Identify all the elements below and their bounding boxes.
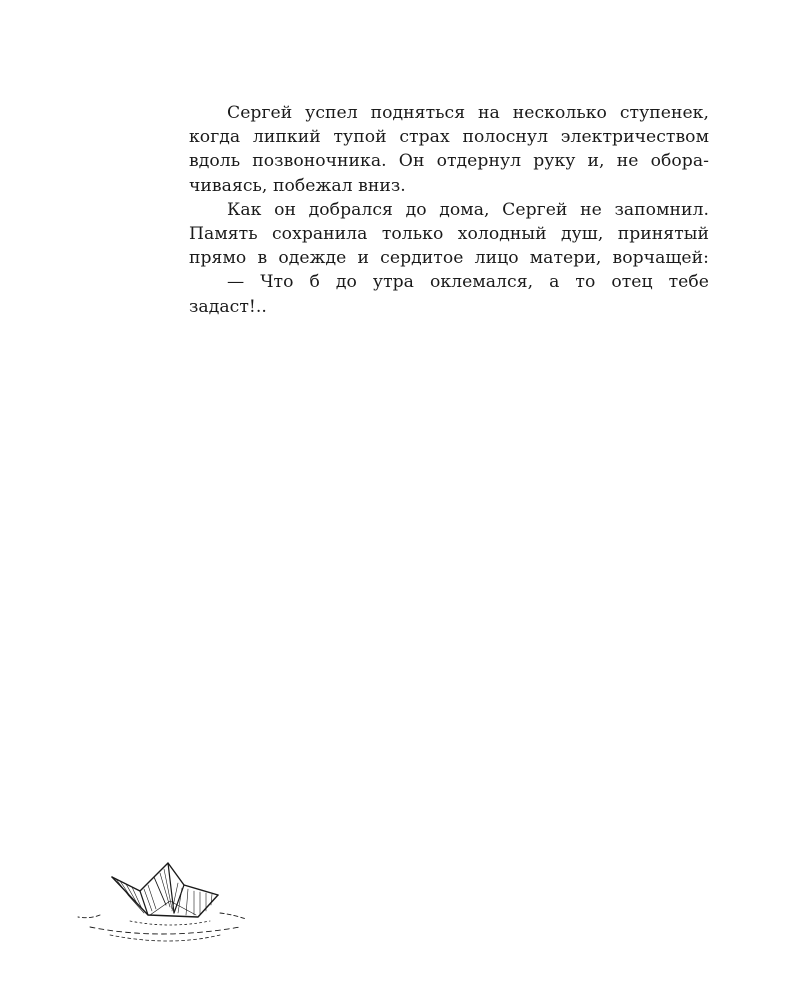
paragraph	[189, 101, 709, 198]
text-line: вдоль позвоночника. Он отдернул руку и, не обора-	[189, 151, 709, 172]
text-line: прямо в одежде и сердитое лицо матери, ворчащей:	[189, 248, 709, 269]
text-line: Память сохранила только холодный душ, принятый	[189, 223, 709, 244]
body-text	[189, 101, 709, 319]
text-line: когда липкий тупой страх полоснул электричеством	[189, 127, 709, 148]
text-line: задаст!..	[189, 296, 267, 317]
paragraph	[189, 270, 709, 318]
text-line: — Что б до утра оклемался, а то отец тебе	[227, 272, 709, 293]
paper-boat-icon	[70, 855, 250, 955]
paragraph	[189, 198, 709, 271]
text-line: чиваясь, побежал вниз.	[189, 175, 406, 196]
text-line: Сергей успел подняться на несколько ступенек,	[227, 103, 709, 123]
text-line: Как он добрался до дома, Сергей не запомнил.	[227, 199, 709, 220]
